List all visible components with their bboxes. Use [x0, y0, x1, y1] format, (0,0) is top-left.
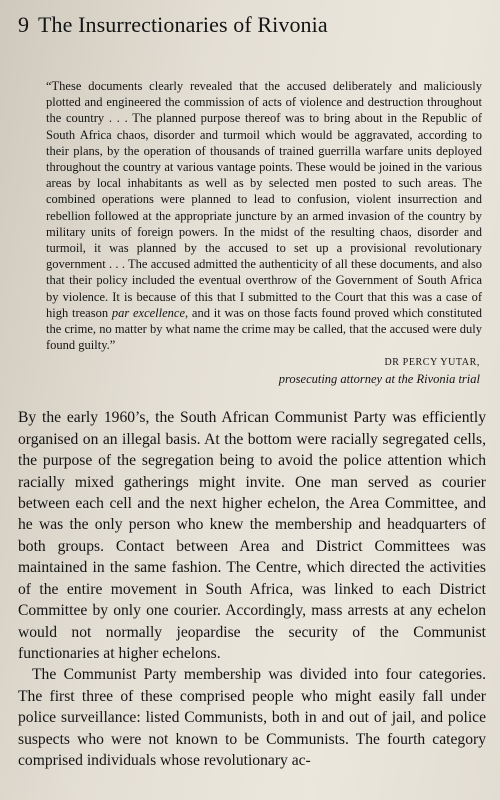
- epigraph-text: [46, 78, 482, 353]
- chapter-heading: [18, 12, 486, 38]
- epigraph-text-part2: , and it was on those facts found proved which constituted the crime, no matter by what name the crime may be called, that the accused were duly found guilty.”: [46, 305, 482, 353]
- attribution-name: DR PERCY YUTAR,: [384, 357, 480, 369]
- chapter-number: 9: [18, 12, 29, 37]
- epigraph-text-part1: “These documents clearly revealed that the accused deliberately and maliciously plotted and engineered the commission of acts of violence and destruction throughout the country . . . The planned purpose thereof was to bring about in the Republic of South Africa chaos, disorder and turmoil which would be aggravated, according to their plans, by the operation of thousands of trained guerrilla warfare units deployed throughout the country at various vantage points. These would be joined in the various areas by local inhabitants as well as by selected men posted to such areas. The combined operations were planned to lead to confusion, violent insurrection and rebellion followed at the appropriate juncture by an armed invasion of the country by military units of foreign powers. In the midst of the resulting chaos, disorder and turmoil, it was planned by the accused to set up a provisional revolutionary government . . . The accused admitted the authenticity of all these documents, and also that their policy included the eventual overthrow of the Government of South Africa by violence. It is because of this that I submitted to the Court that this was a case of high treason: [46, 79, 482, 320]
- chapter-title: The Insurrectionaries of Rivonia: [38, 12, 328, 37]
- body-paragraph: By the early 1960’s, the South African Communist Party was efficiently organised on an illegal basis. At the bottom were racially segregated cells, the purpose of the segregation being to avoid the police attention which racially mixed gatherings might invite. One man served as courier between each cell and the next higher echelon, the Area Committee, and he was the only person who knew the membership and headquarters of both groups. Contact between Area and District Committees was maintained in the same fashion. The Centre, which directed the activities of the entire movement in South Africa, was linked to each District Committee by only one courier. Accordingly, mass arrests at any echelon would not normally jeopardise the security of the Communist functionaries at higher echelons.: [18, 409, 486, 662]
- body-paragraph: The Communist Party membership was divided into four categories. The first three of these comprised people who might easily fall under police surveillance: listed Communists, both in and out of jail, and police suspects who were not known to be Communists. The fourth category comprised individuals whose revolutionary ac-: [18, 666, 486, 769]
- body-text: [18, 407, 486, 771]
- epigraph-quote: [46, 78, 482, 353]
- attribution-role: prosecuting attorney at the Rivonia trial: [278, 372, 480, 387]
- epigraph-attribution: [18, 355, 480, 387]
- epigraph-emphasis: par excellence: [111, 305, 186, 320]
